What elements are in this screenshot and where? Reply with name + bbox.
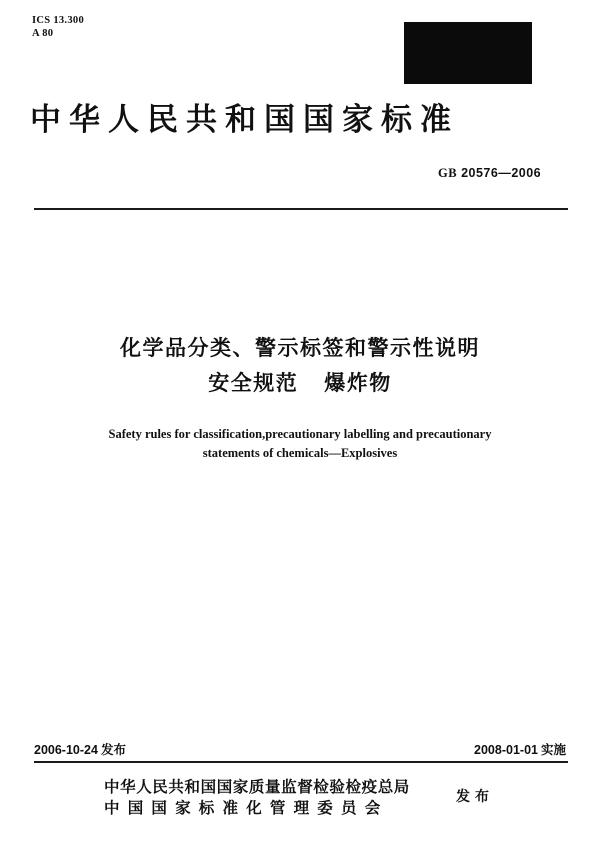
issue-date [34, 740, 126, 758]
title-cn-line2 [0, 366, 600, 400]
standard-prefix: GB [438, 166, 458, 180]
issuer-line2: 中国国家标准化管理委员会 [104, 798, 389, 817]
title-cn-line2-part1: 安全规范 [208, 371, 299, 395]
issuer-line1: 中华人民共和国国家质量监督检验检疫总局 [104, 777, 410, 796]
ics-code: ICS 13.300 [32, 15, 85, 26]
national-standard-heading: 中华人民共和国国家标准 [30, 102, 459, 138]
classification-codes [32, 14, 84, 40]
redaction-block [404, 22, 532, 84]
standard-code: 20576—2006 [461, 166, 542, 180]
publish-label: 发布 [456, 789, 494, 805]
title-cn-line1: 化学品分类、警示标签和警示性说明 [120, 336, 480, 360]
title-cn-line2-part2: 爆炸物 [324, 371, 392, 395]
title-en-line1: Safety rules for classification,precautionary labelling and precautionary [108, 427, 492, 441]
implementation-label: 实施 [540, 742, 566, 757]
title-en-line2: statements of chemicals—Explosives [202, 446, 398, 460]
issue-label: 发布 [100, 742, 126, 757]
implementation-date-value: 2008-01-01 [474, 743, 538, 757]
ccs-code: A 80 [32, 28, 54, 39]
issue-date-value: 2006-10-24 [34, 743, 98, 757]
implementation-date [474, 740, 566, 758]
top-divider [34, 208, 568, 210]
standard-number [438, 166, 541, 181]
bottom-divider [34, 761, 568, 763]
